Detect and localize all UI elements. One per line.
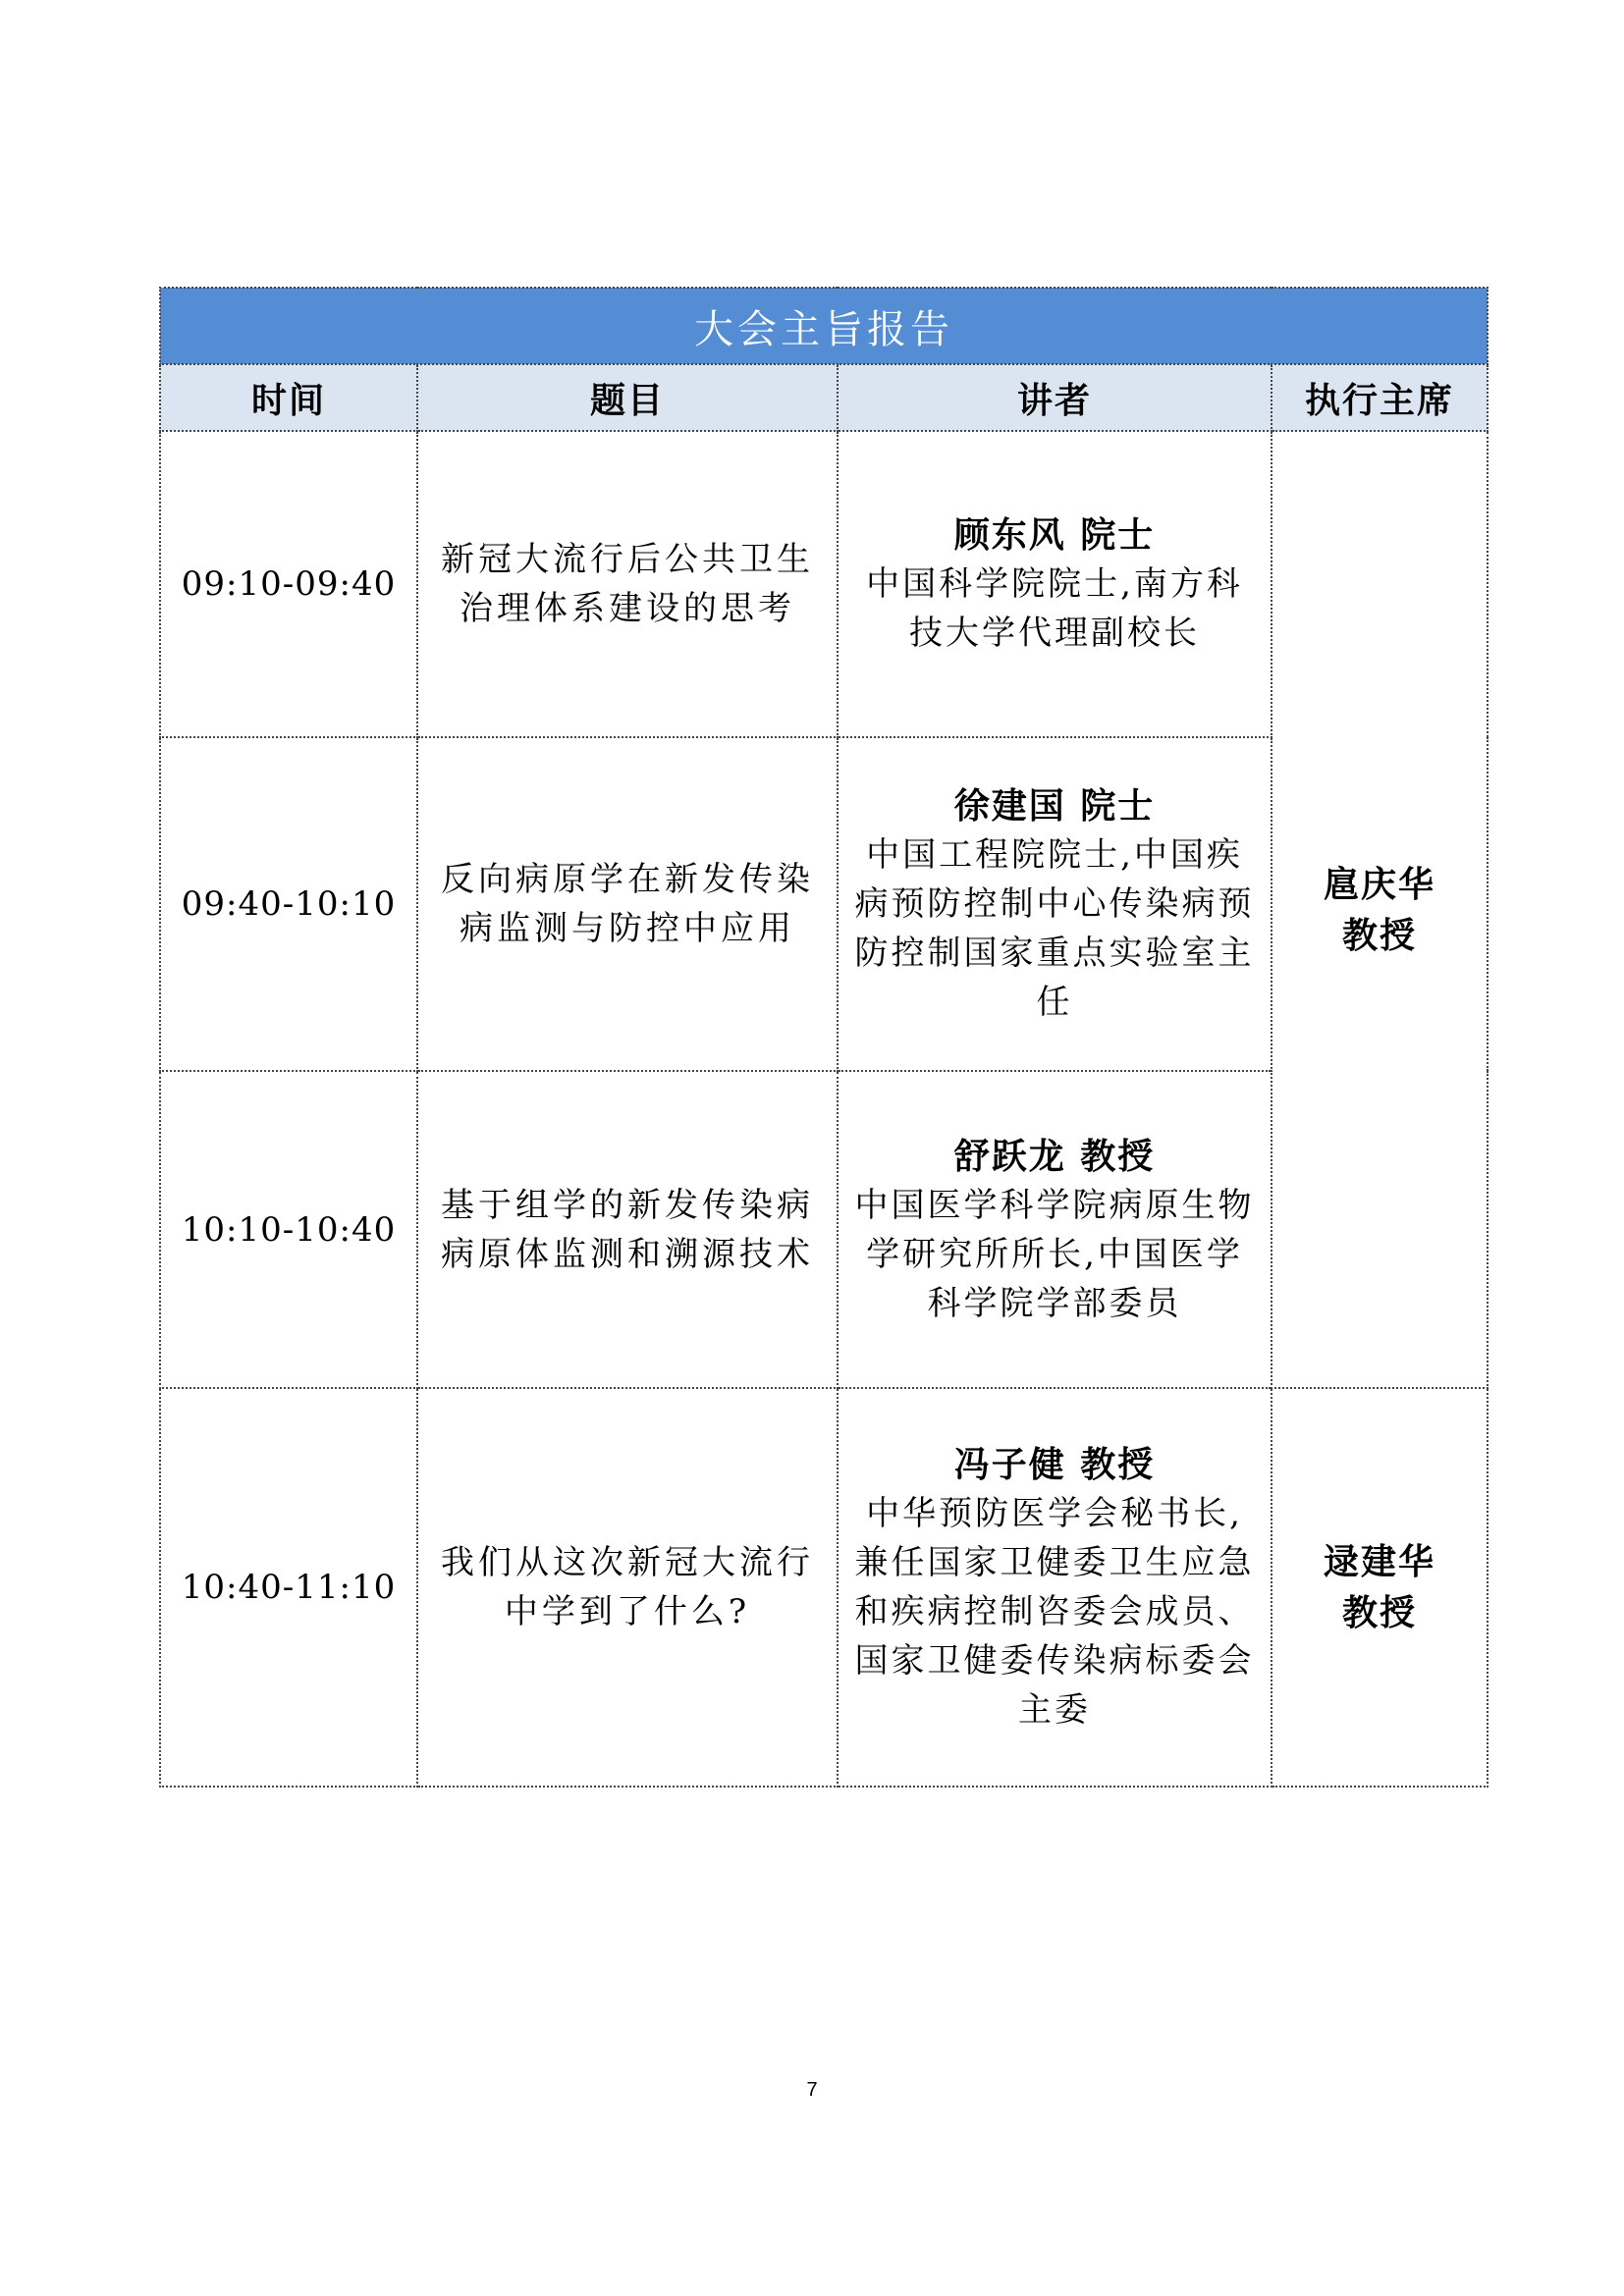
table-row <box>160 1388 1488 1787</box>
chair-name: 逯建华 <box>1323 1541 1435 1582</box>
table-title: 大会主旨报告 <box>160 288 1488 364</box>
agenda-table <box>159 287 1489 1788</box>
speaker-cell <box>838 737 1272 1071</box>
topic-cell: 反向病原学在新发传染病监测与防控中应用 <box>417 737 838 1071</box>
time-cell: 10:40-11:10 <box>160 1388 417 1787</box>
speaker-description: 中华预防医学会秘书长,兼任国家卫健委卫生应急和疾病控制咨委会成员、国家卫健委传染病标委会主委 <box>854 1494 1255 1730</box>
chair-cell <box>1272 1388 1488 1787</box>
speaker-description: 中国医学科学院病原生物学研究所所长,中国医学科学院学部委员 <box>854 1185 1255 1323</box>
speaker-description: 中国工程院院士,中国疾病预防控制中心传染病预防控制国家重点实验室主任 <box>854 835 1255 1022</box>
header-chair: 执行主席 <box>1272 364 1488 431</box>
header-row <box>160 364 1488 431</box>
time-cell: 09:10-09:40 <box>160 431 417 737</box>
time-cell: 09:40-10:10 <box>160 737 417 1071</box>
speaker-description: 中国科学院院士,南方科技大学代理副校长 <box>866 564 1243 653</box>
speaker-name: 徐建国 院士 <box>953 785 1156 827</box>
topic-cell: 基于组学的新发传染病病原体监测和溯源技术 <box>417 1071 838 1388</box>
speaker-cell <box>838 1388 1272 1787</box>
page-number: 7 <box>806 2079 818 2101</box>
chair-name: 扈庆华 <box>1323 863 1435 905</box>
speaker-name: 冯子健 教授 <box>953 1444 1156 1485</box>
speaker-name: 舒跃龙 教授 <box>953 1135 1156 1177</box>
table-row <box>160 431 1488 737</box>
chair-title: 教授 <box>1341 914 1417 956</box>
topic-cell: 我们从这次新冠大流行中学到了什么? <box>417 1388 838 1787</box>
speaker-name: 顾东风 院士 <box>953 514 1156 556</box>
topic-cell: 新冠大流行后公共卫生治理体系建设的思考 <box>417 431 838 737</box>
chair-title: 教授 <box>1341 1592 1417 1633</box>
speaker-cell <box>838 1071 1272 1388</box>
chair-cell <box>1272 431 1488 1388</box>
header-time: 时间 <box>160 364 417 431</box>
speaker-cell <box>838 431 1272 737</box>
time-cell: 10:10-10:40 <box>160 1071 417 1388</box>
header-topic: 题目 <box>417 364 838 431</box>
header-speaker: 讲者 <box>838 364 1272 431</box>
